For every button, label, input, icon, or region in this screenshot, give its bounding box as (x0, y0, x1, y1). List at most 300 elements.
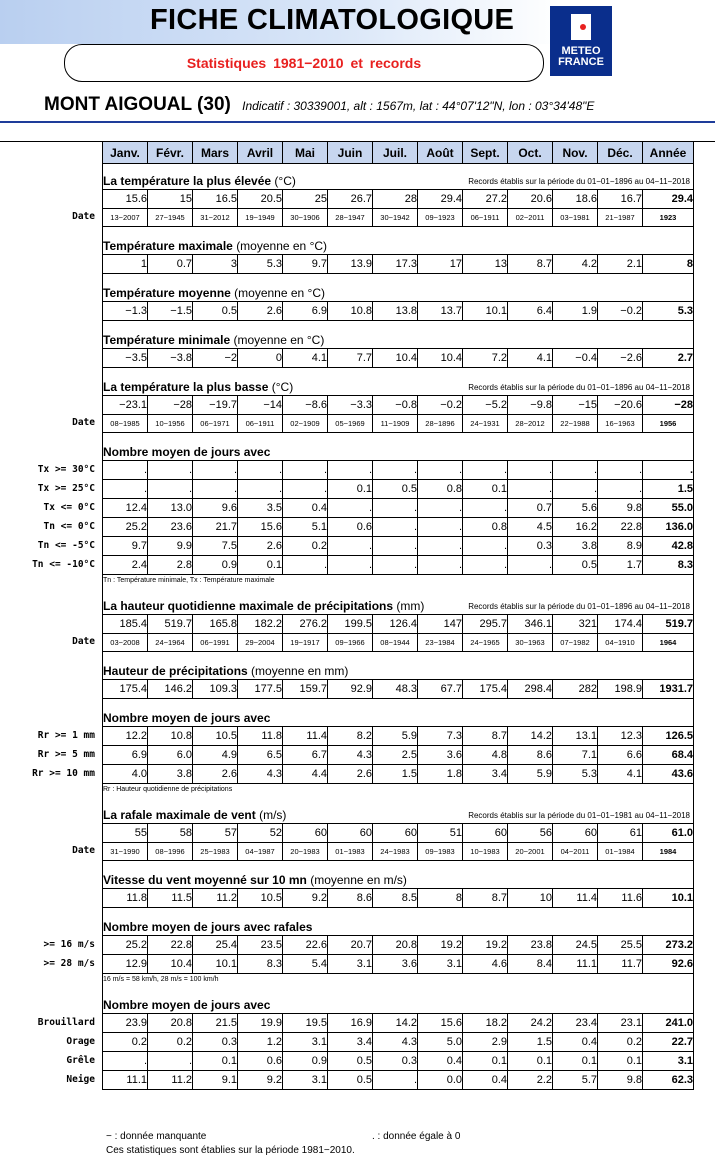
value-cell: 10.4 (148, 955, 193, 974)
value-cell: 22.6 (283, 936, 328, 955)
value-cell: 4.4 (283, 765, 328, 784)
section-spacer (103, 861, 694, 873)
records-period-note: Records établis sur la période du 01−01−1896 au 04−11−2018 (468, 383, 690, 393)
value-cell: 67.7 (418, 680, 463, 699)
value-cell: 10 (508, 889, 553, 908)
value-cell: 1931.7 (643, 680, 694, 699)
value-cell: 25 (283, 190, 328, 209)
value-cell: 27.2 (463, 190, 508, 209)
value-cell: 519.7 (643, 615, 694, 634)
date-cell: 06−1911 (463, 209, 508, 227)
date-cell: 24−1931 (463, 415, 508, 433)
value-cell: 0.5 (328, 1052, 373, 1071)
month-header: Mai (283, 142, 328, 164)
value-cell: 4.2 (553, 255, 598, 274)
value-cell: 17 (418, 255, 463, 274)
value-cell: 8 (418, 889, 463, 908)
value-cell: 9.9 (148, 537, 193, 556)
value-cell: 5.3 (238, 255, 283, 274)
value-cell: . (283, 480, 328, 499)
data-row (103, 518, 694, 537)
row-label: Date (72, 417, 95, 428)
meteo-france-logo (550, 6, 612, 76)
value-cell: 1.2 (238, 1033, 283, 1052)
value-cell: . (328, 499, 373, 518)
date-cell: 31−2012 (193, 209, 238, 227)
month-header: Janv. (103, 142, 148, 164)
value-cell: 13.0 (148, 499, 193, 518)
value-cell: 16.5 (193, 190, 238, 209)
value-cell: 9.7 (103, 537, 148, 556)
value-cell: 0.1 (598, 1052, 643, 1071)
value-cell: 0.2 (103, 1033, 148, 1052)
value-cell: 9.2 (283, 889, 328, 908)
section-spacer (103, 274, 694, 286)
value-cell: 1.8 (418, 765, 463, 784)
value-cell: 18.6 (553, 190, 598, 209)
value-cell: 60 (283, 824, 328, 843)
value-cell: 7.7 (328, 349, 373, 368)
logo-text-1: METEO (561, 45, 601, 57)
value-cell: 8.2 (328, 727, 373, 746)
date-cell: 10−1983 (463, 843, 508, 861)
value-cell: 0.4 (283, 499, 328, 518)
value-cell: . (373, 461, 418, 480)
legend-period: Ces statistiques sont établies sur la période 1981−2010. (106, 1145, 355, 1156)
section-unit: (moyenne en °C) (233, 333, 325, 348)
date-cell: 06−1971 (193, 415, 238, 433)
value-cell: 24.5 (553, 936, 598, 955)
data-row (103, 1052, 694, 1071)
value-cell: 175.4 (463, 680, 508, 699)
legend-zero: . : donnée égale à 0 (372, 1131, 461, 1142)
value-cell: 61 (598, 824, 643, 843)
value-cell: 2.4 (103, 556, 148, 575)
value-cell: 6.6 (598, 746, 643, 765)
date-cell: 31−1990 (103, 843, 148, 861)
value-cell: 0.5 (373, 480, 418, 499)
date-cell: 25−1983 (193, 843, 238, 861)
value-cell: 25.5 (598, 936, 643, 955)
date-cell: 05−1969 (328, 415, 373, 433)
value-cell: 61.0 (643, 824, 694, 843)
value-cell: . (373, 1071, 418, 1090)
section-title-row (103, 286, 694, 302)
section-title-row (103, 599, 694, 615)
value-cell: 346.1 (508, 615, 553, 634)
section-title-row (103, 711, 694, 727)
value-cell: 6.0 (148, 746, 193, 765)
value-cell: 7.5 (193, 537, 238, 556)
month-header: Févr. (148, 142, 193, 164)
value-cell: 3.6 (373, 955, 418, 974)
value-cell: 0.0 (418, 1071, 463, 1090)
date-cell: 24−1964 (148, 634, 193, 652)
value-cell: 0.4 (553, 1033, 598, 1052)
value-cell: 17.3 (373, 255, 418, 274)
value-cell: 68.4 (643, 746, 694, 765)
value-cell: 26.7 (328, 190, 373, 209)
value-cell: . (283, 461, 328, 480)
value-cell: 0.1 (553, 1052, 598, 1071)
value-cell: 16.2 (553, 518, 598, 537)
section-unit: (mm) (396, 599, 425, 614)
value-cell: 6.9 (103, 746, 148, 765)
date-cell: 30−1906 (283, 209, 328, 227)
date-cell: 19−1917 (283, 634, 328, 652)
value-cell: 11.2 (193, 889, 238, 908)
value-cell: 21.7 (193, 518, 238, 537)
value-cell: 0.8 (463, 518, 508, 537)
value-cell: 42.8 (643, 537, 694, 556)
value-cell: 9.8 (598, 1071, 643, 1090)
value-cell: 14.2 (508, 727, 553, 746)
date-cell: 06−1991 (193, 634, 238, 652)
value-cell: 22.8 (148, 936, 193, 955)
section-title-row (103, 664, 694, 680)
value-cell: 3.1 (283, 1071, 328, 1090)
value-cell: 2.7 (643, 349, 694, 368)
section-footnote: Rr : Hauteur quotidienne de précipitations (103, 784, 694, 796)
section-title: Température moyenne (103, 286, 231, 301)
date-cell: 09−1983 (418, 843, 463, 861)
value-cell: 6.7 (283, 746, 328, 765)
value-cell: 0.5 (553, 556, 598, 575)
row-label: Grêle (66, 1054, 95, 1066)
value-cell: 25.4 (193, 936, 238, 955)
row-label: Brouillard (37, 1016, 95, 1028)
value-cell: 0.3 (508, 537, 553, 556)
value-cell: . (598, 480, 643, 499)
data-row (103, 680, 694, 699)
value-cell: 8.7 (463, 727, 508, 746)
row-label: Date (72, 845, 95, 856)
value-cell: 29.4 (643, 190, 694, 209)
value-cell: 1.9 (553, 302, 598, 321)
date-cell: 24−1983 (373, 843, 418, 861)
row-label: Tx >= 25°C (37, 482, 95, 494)
value-cell: −0.2 (598, 302, 643, 321)
value-cell: 5.7 (553, 1071, 598, 1090)
value-cell: 241.0 (643, 1014, 694, 1033)
data-row (103, 746, 694, 765)
date-cell: 16−1963 (598, 415, 643, 433)
value-cell: 1.5 (508, 1033, 553, 1052)
month-header: Avril (238, 142, 283, 164)
value-cell: 0.5 (328, 1071, 373, 1090)
value-cell: 11.4 (553, 889, 598, 908)
value-cell: 174.4 (598, 615, 643, 634)
month-header: Oct. (508, 142, 553, 164)
value-cell: 1.5 (643, 480, 694, 499)
data-row (103, 396, 694, 415)
value-cell: 0.2 (598, 1033, 643, 1052)
value-cell: 8.7 (508, 255, 553, 274)
value-cell: 19.9 (238, 1014, 283, 1033)
value-cell: 20.5 (238, 190, 283, 209)
value-cell: −5.2 (463, 396, 508, 415)
date-cell: 02−1909 (283, 415, 328, 433)
value-cell: 12.3 (598, 727, 643, 746)
value-cell: 9.1 (193, 1071, 238, 1090)
record-date-row (103, 634, 694, 652)
value-cell: 22.8 (598, 518, 643, 537)
subtitle: Statistiques 1981−2010 et records (186, 55, 422, 71)
value-cell: 9.7 (283, 255, 328, 274)
section-title-row (103, 873, 694, 889)
value-cell: 5.3 (553, 765, 598, 784)
section-title: Nombre moyen de jours avec (103, 711, 271, 726)
value-cell: 0.4 (418, 1052, 463, 1071)
value-cell: 0.3 (193, 1033, 238, 1052)
date-cell: 23−1984 (418, 634, 463, 652)
value-cell: −23.1 (103, 396, 148, 415)
section-title-row (103, 333, 694, 349)
date-cell: 08−1985 (103, 415, 148, 433)
value-cell: 13.1 (553, 727, 598, 746)
value-cell: . (148, 480, 193, 499)
section-title: Température minimale (103, 333, 231, 348)
month-header: Août (418, 142, 463, 164)
value-cell: 2.6 (238, 302, 283, 321)
value-cell: 58 (148, 824, 193, 843)
value-cell: 8.4 (508, 955, 553, 974)
value-cell: . (553, 480, 598, 499)
row-label: Tn <= 0°C (43, 520, 95, 532)
value-cell: 16.9 (328, 1014, 373, 1033)
value-cell: . (328, 537, 373, 556)
date-cell: 06−1911 (238, 415, 283, 433)
value-cell: 11.1 (553, 955, 598, 974)
value-cell: −19.7 (193, 396, 238, 415)
month-header-row (103, 142, 694, 164)
value-cell: 8.3 (238, 955, 283, 974)
row-label: Rr >= 5 mm (37, 748, 95, 760)
date-cell: 09−1966 (328, 634, 373, 652)
value-cell: 11.4 (283, 727, 328, 746)
value-cell: 136.0 (643, 518, 694, 537)
footnote-row (103, 575, 694, 587)
section-title-row (103, 920, 694, 936)
value-cell: 10.8 (328, 302, 373, 321)
value-cell: 3.6 (418, 746, 463, 765)
value-cell: . (418, 518, 463, 537)
value-cell: 8.5 (373, 889, 418, 908)
row-label: >= 16 m/s (43, 938, 95, 950)
value-cell: . (103, 1052, 148, 1071)
section-title: Nombre moyen de jours avec (103, 445, 271, 460)
value-cell: . (418, 556, 463, 575)
value-cell: . (148, 1052, 193, 1071)
value-cell: . (508, 461, 553, 480)
value-cell: 6.4 (508, 302, 553, 321)
value-cell: 126.5 (643, 727, 694, 746)
data-row (103, 824, 694, 843)
record-date-row (103, 843, 694, 861)
value-cell: 15.6 (418, 1014, 463, 1033)
value-cell: 11.8 (103, 889, 148, 908)
value-cell: 2.8 (148, 556, 193, 575)
value-cell: 10.1 (463, 302, 508, 321)
date-cell: 1923 (643, 209, 694, 227)
section-unit: (°C) (271, 380, 294, 395)
section-spacer (103, 433, 694, 445)
section-spacer (103, 796, 694, 808)
value-cell: 126.4 (373, 615, 418, 634)
month-header: Année (643, 142, 694, 164)
value-cell: 14.2 (373, 1014, 418, 1033)
value-cell: . (103, 461, 148, 480)
value-cell: 3.4 (328, 1033, 373, 1052)
section-spacer (103, 227, 694, 239)
row-label: Tx >= 30°C (37, 463, 95, 475)
value-cell: 2.1 (598, 255, 643, 274)
value-cell: 5.0 (418, 1033, 463, 1052)
section-title: Nombre moyen de jours avec rafales (103, 920, 313, 935)
value-cell: −0.8 (373, 396, 418, 415)
value-cell: 28 (373, 190, 418, 209)
section-spacer (103, 321, 694, 333)
footnote-row (103, 974, 694, 986)
value-cell: 52 (238, 824, 283, 843)
value-cell: 13.9 (328, 255, 373, 274)
value-cell: 11.6 (598, 889, 643, 908)
value-cell: . (193, 461, 238, 480)
section-title: La température la plus basse (103, 380, 269, 395)
value-cell: 19.2 (418, 936, 463, 955)
value-cell: 159.7 (283, 680, 328, 699)
value-cell: −20.6 (598, 396, 643, 415)
section-title-row (103, 998, 694, 1014)
value-cell: 12.9 (103, 955, 148, 974)
section-unit: (m/s) (259, 808, 287, 823)
value-cell: . (373, 518, 418, 537)
value-cell: 2.6 (238, 537, 283, 556)
section-title: Hauteur de précipitations (103, 664, 248, 679)
value-cell: . (328, 556, 373, 575)
date-cell: 1964 (643, 634, 694, 652)
station-name: MONT AIGOUAL (30) (44, 94, 231, 115)
row-label: Rr >= 10 mm (32, 767, 95, 779)
value-cell: 5.9 (373, 727, 418, 746)
value-cell: 276.2 (283, 615, 328, 634)
data-row (103, 480, 694, 499)
value-cell: 60 (328, 824, 373, 843)
value-cell: 0.6 (328, 518, 373, 537)
row-label: Rr >= 1 mm (37, 729, 95, 741)
value-cell: 4.3 (328, 746, 373, 765)
value-cell: 22.7 (643, 1033, 694, 1052)
row-label: Tn <= -10°C (32, 558, 95, 570)
value-cell: 4.1 (508, 349, 553, 368)
value-cell: . (553, 461, 598, 480)
value-cell: 60 (553, 824, 598, 843)
value-cell: 3.4 (463, 765, 508, 784)
value-cell: 8.3 (643, 556, 694, 575)
value-cell: 51 (418, 824, 463, 843)
value-cell: 11.8 (238, 727, 283, 746)
value-cell: . (598, 461, 643, 480)
value-cell: 20.8 (148, 1014, 193, 1033)
section-title: La température la plus élevée (103, 174, 272, 189)
value-cell: 0.3 (373, 1052, 418, 1071)
value-cell: 23.8 (508, 936, 553, 955)
value-cell: 3.1 (328, 955, 373, 974)
section-title-row (103, 239, 694, 255)
month-header: Juil. (373, 142, 418, 164)
value-cell: 13.7 (418, 302, 463, 321)
station-info: Indicatif : 30339001, alt : 1567m, lat : 44°07'12"N, lon : 03°34'48"E (242, 99, 595, 113)
value-cell: 5.1 (283, 518, 328, 537)
month-header: Sept. (463, 142, 508, 164)
value-cell: 18.2 (463, 1014, 508, 1033)
value-cell: 4.9 (193, 746, 238, 765)
data-row (103, 556, 694, 575)
value-cell: 7.3 (418, 727, 463, 746)
date-cell: 08−1996 (148, 843, 193, 861)
value-cell: . (418, 499, 463, 518)
section-spacer (103, 699, 694, 711)
value-cell: 295.7 (463, 615, 508, 634)
value-cell: 2.5 (373, 746, 418, 765)
value-cell: . (418, 537, 463, 556)
value-cell: 2.2 (508, 1071, 553, 1090)
value-cell: −0.4 (553, 349, 598, 368)
section-unit: (moyenne en °C) (234, 286, 326, 301)
value-cell: 4.3 (238, 765, 283, 784)
subtitle-pill (64, 44, 544, 82)
data-row (103, 302, 694, 321)
date-cell: 30−1963 (508, 634, 553, 652)
legend-missing: − : donnée manquante (106, 1131, 207, 1142)
date-cell: 01−1983 (328, 843, 373, 861)
value-cell: 12.2 (103, 727, 148, 746)
section-unit: (moyenne en °C) (236, 239, 328, 254)
section-spacer (103, 652, 694, 664)
value-cell: 10.8 (148, 727, 193, 746)
value-cell: 282 (553, 680, 598, 699)
value-cell: 0.7 (148, 255, 193, 274)
records-period-note: Records établis sur la période du 01−01−1981 au 04−11−2018 (468, 811, 690, 821)
month-header: Nov. (553, 142, 598, 164)
data-row (103, 537, 694, 556)
section-unit: (moyenne en m/s) (310, 873, 407, 888)
station-heading (44, 94, 594, 116)
date-cell: 20−2001 (508, 843, 553, 861)
value-cell: −28 (148, 396, 193, 415)
date-cell: 1984 (643, 843, 694, 861)
value-cell: 175.4 (103, 680, 148, 699)
value-cell: . (418, 461, 463, 480)
value-cell: −1.5 (148, 302, 193, 321)
section-title: Température maximale (103, 239, 233, 254)
date-cell: 28−1947 (328, 209, 373, 227)
value-cell: 4.5 (508, 518, 553, 537)
date-cell: 28−2012 (508, 415, 553, 433)
date-cell: 11−1909 (373, 415, 418, 433)
value-cell: . (508, 556, 553, 575)
value-cell: 23.5 (238, 936, 283, 955)
value-cell: 1 (103, 255, 148, 274)
value-cell: . (463, 499, 508, 518)
value-cell: 4.1 (283, 349, 328, 368)
value-cell: . (463, 556, 508, 575)
date-cell: 02−2011 (508, 209, 553, 227)
data-row (103, 1014, 694, 1033)
date-cell: 09−1923 (418, 209, 463, 227)
record-date-row (103, 415, 694, 433)
date-cell: 03−2008 (103, 634, 148, 652)
